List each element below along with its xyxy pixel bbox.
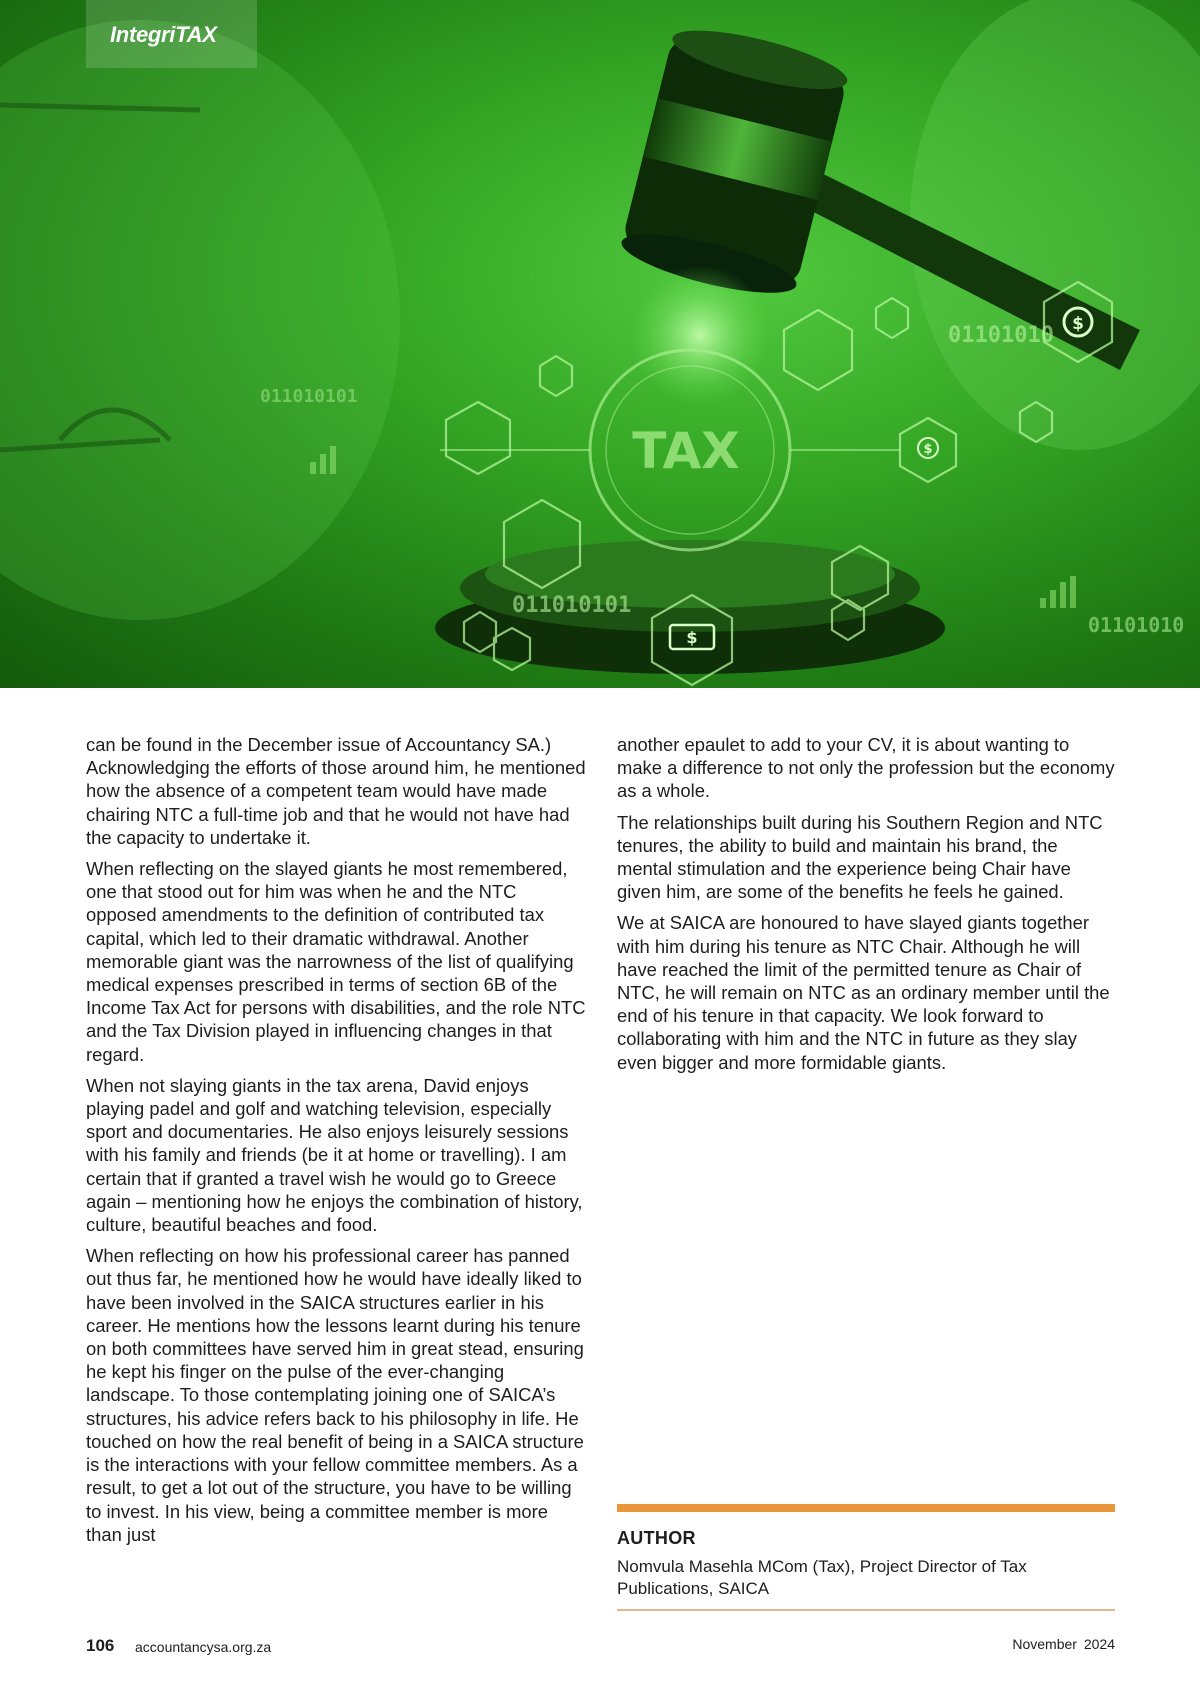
svg-text:$: $ [923, 442, 933, 457]
paragraph: We at SAICA are honoured to have slayed giants together with him during his tenure as NTC Chair. Although he will have reached the limit of the permitted tenure as Chair of NTC, he will remain on NTC as an ordinary member until the end of his tenure in that capacity. We look forward to collaborating with him and the NTC in future as they slay even bigger and more formidable giants. [617, 912, 1110, 1073]
page-number: 106 [86, 1636, 115, 1655]
paragraph: another epaulet to add to your CV, it is about wanting to make a difference to not only the profession but the economy as a whole. [617, 734, 1115, 802]
author-divider [617, 1609, 1115, 1611]
gavel-illustration [0, 0, 1200, 688]
author-name: Nomvula Masehla MCom (Tax), Project Director of Tax Publications, SAICA [617, 1557, 1027, 1598]
author-heading: AUTHOR [617, 1528, 696, 1548]
binary-text-1: 01101010 [948, 323, 1054, 348]
svg-text:$: $ [686, 628, 698, 647]
binary-text-2: 01101010 [1088, 613, 1185, 637]
paragraph: When reflecting on the slayed giants he most remembered, one that stood out for him was when he and the NTC opposed amendments to the definition of contributed tax capital, which led to their dramatic withdrawal. Another memorable giant was the narrowness of the list of qualifying medical expenses prescribed in terms of section 6B of the Income Tax Act for persons with disabilities, and the role NTC and the Tax Division played in influencing changes in that regard. [86, 858, 586, 1065]
author-accent-bar [617, 1504, 1115, 1512]
footer-date: November 2024 [1012, 1636, 1115, 1652]
paragraph: When not slaying giants in the tax arena, David enjoys playing padel and golf and watching television, especially sport and documentaries. He also enjoys leisurely sessions with his family and friends (be it at home or travelling). I am certain that if granted a travel wish he would go to Greece again – mentioning how he enjoys the combination of history, culture, beautiful beaches and food. [86, 1074, 583, 1236]
brand-logo: IntegriTAX [110, 22, 217, 47]
svg-text:$: $ [1072, 314, 1084, 334]
binary-text-3: 011010101 [260, 386, 358, 407]
article-left-column [86, 733, 586, 1554]
hero-image [0, 0, 1200, 688]
binary-text-4: 011010101 [512, 593, 632, 618]
paragraph: The relationships built during his Southern Region and NTC tenures, the ability to build and maintain his brand, the mental stimulation and the experience being Chair have given him, are some of the benefits he feels he gained. [617, 811, 1103, 903]
footer-website[interactable]: accountancysa.org.za [135, 1639, 272, 1655]
tax-hud-label: TAX [632, 422, 740, 480]
paragraph: can be found in the December issue of Accountancy SA.) Acknowledging the efforts of those around him, he mentioned how the absence of a competent team would have made chairing NTC a full-time job and that he would not have had the capacity to undertake it. [86, 734, 586, 848]
paragraph: When reflecting on how his professional career has panned out thus far, he mentioned how he would have ideally liked to have been involved in the SAICA structures earlier in his career. He mentions how the lessons learnt during his tenure on both committees have served him in great stead, ensuring he kept his finger on the pulse of the ever-changing landscape. To those contemplating joining one of SAICA’s structures, his advice refers back to his philosophy in life. He touched on how the real benefit of being in a SAICA structure is the interactions with your fellow committee members. As a result, to get a lot out of the structure, you have to be willing to invest. In his view, being a committee member is more than just [86, 1245, 584, 1545]
article-right-column [617, 733, 1117, 1082]
